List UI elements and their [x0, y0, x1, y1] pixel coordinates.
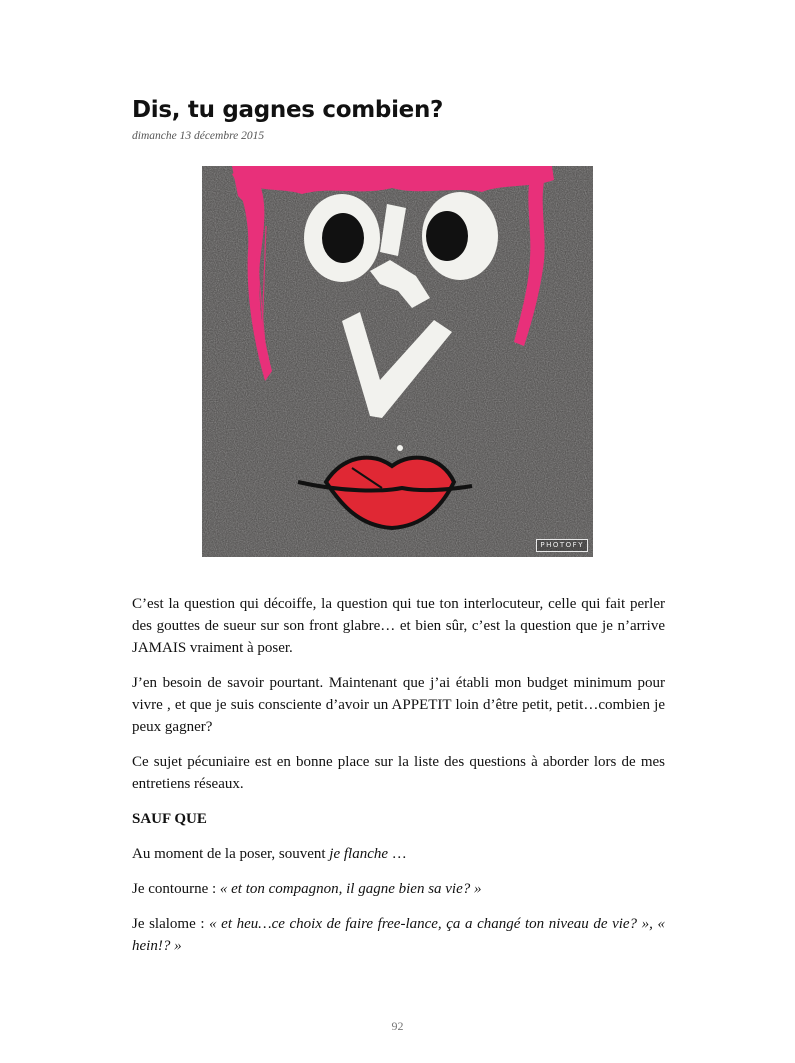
article-title: Dis, tu gagnes combien?: [132, 97, 444, 123]
paragraph-5-text: Au moment de la poser, souvent: [132, 846, 330, 862]
paragraph-7-quote: « et heu…ce choix de faire free-lance, ça a changé ton niveau de vie? », « hein!? »: [132, 916, 665, 954]
section-heading: SAUF QUE: [132, 811, 207, 827]
right-eye: [422, 192, 498, 280]
article-body: [132, 593, 665, 970]
paragraph-6-text: Je contourne :: [132, 881, 220, 897]
paragraph-7-text: Je slalome :: [132, 916, 210, 932]
paragraph-6: [132, 878, 665, 900]
paragraph-6-quote: « et ton compagnon, il gagne bien sa vie? »: [219, 881, 482, 897]
paragraph-5-end: …: [388, 846, 407, 862]
street-art-photo: [202, 166, 593, 557]
paragraph-5: [132, 843, 665, 865]
paragraph-7: [132, 913, 665, 957]
face-illustration: [202, 166, 593, 557]
article-date: dimanche 13 décembre 2015: [132, 130, 265, 142]
paragraph-2: J’en besoin de savoir pourtant. Maintenant que j’ai établi mon budget minimum pour vivre , et que je suis consciente d’avoir un APPETIT loin d’être petit, petit…combien je peux gagner?: [132, 675, 665, 735]
paragraph-1: C’est la question qui décoiffe, la question qui tue ton interlocuteur, celle qui fait perler des gouttes de sueur sur son front glabre… et bien sûr, c’est la question que je n’arrive JAMAIS vraiment à poser.: [132, 596, 665, 656]
photofy-watermark: PHOTOFY: [536, 539, 588, 552]
paragraph-3: Ce sujet pécuniaire est en bonne place sur la liste des questions à aborder lors de mes entretiens réseaux.: [132, 754, 665, 792]
left-eye: [304, 194, 380, 282]
page-number: 92: [391, 1019, 404, 1033]
paragraph-5-italic: je flanche: [329, 846, 389, 862]
